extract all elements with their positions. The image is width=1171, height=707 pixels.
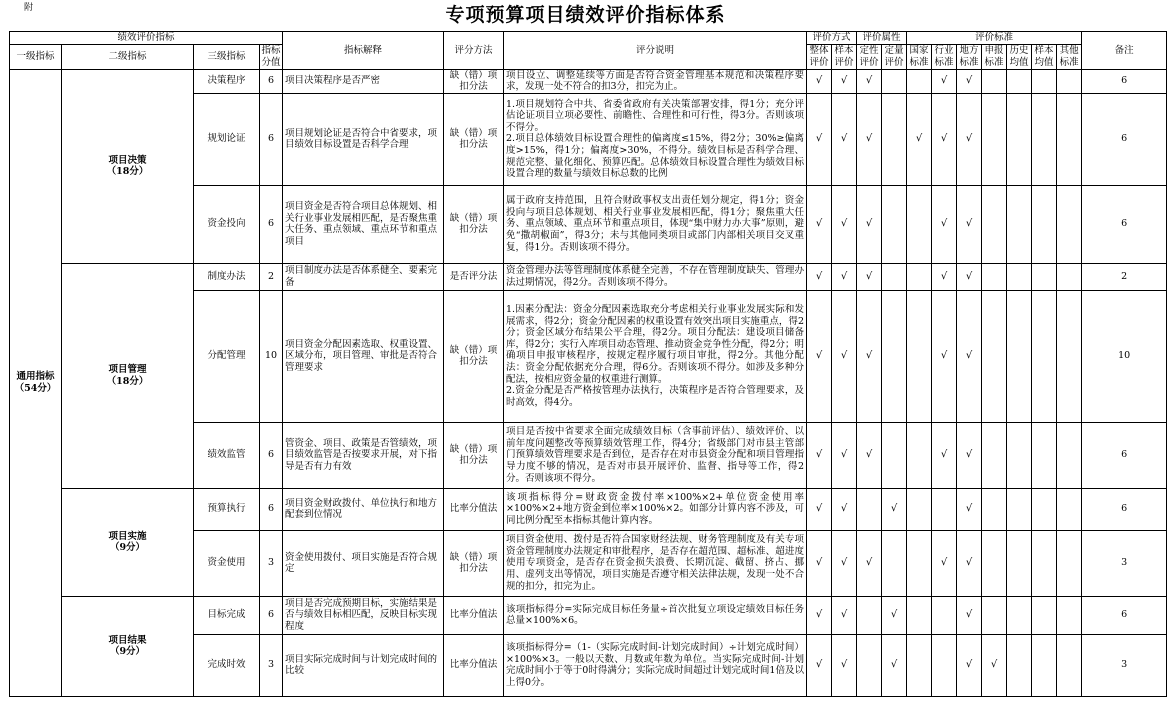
- score-value: 6: [260, 596, 283, 634]
- explanation-text: 项目规划论证是否符合中省要求，项目绩效目标设置是否科学合理: [283, 93, 444, 185]
- check-mark: [982, 93, 1007, 185]
- explanation-text: 管资金、项目、政策是否管绩效，项目绩效监管是否按要求开展，对下指导是否有力有效: [283, 422, 444, 488]
- check-mark: √: [807, 290, 832, 422]
- check-mark: [1007, 185, 1032, 263]
- check-mark: √: [957, 93, 982, 185]
- explanation-text: 项目资金是否符合项目总体规划、相关行业事业发展相匹配，是否聚焦重大任务、重点领域、重点环节和重点项目: [283, 185, 444, 263]
- level3-header: 三级指标: [194, 44, 260, 69]
- description-text: [504, 488, 807, 530]
- method-text: 比率分值法: [444, 634, 504, 696]
- level1-cell: [10, 69, 62, 696]
- check-mark: √: [957, 263, 982, 290]
- method-text: 缺（错）项扣分法: [444, 422, 504, 488]
- table-row: [10, 488, 1167, 530]
- level3-name: 预算执行: [194, 488, 260, 530]
- check-mark: [1032, 634, 1057, 696]
- description-line: 1.因素分配法：资金分配因素选取充分考虑相关行业事业发展实际和发展需求，得2分；资金分配因素的权重设置有效突出项目实施重点，得2分；资金区域分布结果公平合理，得2分。项目分配法：建设项目储备库，得2分；实行入库项目动态管理、推动资金竞争性分配，得2分；明确项目申报审核程序，按规定程序履行项目审批，得2分。其他分配法：资金分配依据充分合理，得6分。否则该项不得分。如涉及多种分配法，按相应资金量的权重进行测算。: [506, 304, 805, 385]
- check-mark: [1032, 185, 1057, 263]
- level2-label: 项目管理: [108, 364, 147, 376]
- check-mark: [1032, 93, 1057, 185]
- whole-eval-header: 整体评价: [807, 44, 832, 69]
- explanation-text: 项目是否完成预期目标，实施结果是否与绩效目标相匹配，反映目标实现程度: [283, 596, 444, 634]
- check-mark: [1057, 422, 1082, 488]
- historical-avg-header: 历史均值: [1007, 44, 1032, 69]
- table-row: [10, 263, 1167, 290]
- check-mark: √: [832, 488, 857, 530]
- check-mark: √: [957, 596, 982, 634]
- description-text: [504, 290, 807, 422]
- check-mark: [982, 185, 1007, 263]
- description-text: [504, 596, 807, 634]
- explanation-text: 项目实际完成时间与计划完成时间的比较: [283, 634, 444, 696]
- check-mark: [907, 290, 932, 422]
- check-mark: [1007, 93, 1032, 185]
- check-mark: √: [857, 93, 882, 185]
- description-line: 2.资金分配是否严格按管理办法执行，决策程序是否符合管理要求，及时高效，得4分。: [506, 385, 805, 408]
- check-mark: √: [832, 290, 857, 422]
- check-mark: √: [882, 634, 907, 696]
- check-mark: √: [857, 290, 882, 422]
- page-title: 专项预算项目绩效评价指标体系: [445, 4, 726, 26]
- description-text: [504, 263, 807, 290]
- check-mark: [932, 634, 957, 696]
- local-std-header: 地方标准: [957, 44, 982, 69]
- check-mark: √: [957, 422, 982, 488]
- check-mark: [1057, 488, 1082, 530]
- score-value: 6: [260, 185, 283, 263]
- check-mark: [1007, 530, 1032, 596]
- check-mark: √: [857, 263, 882, 290]
- description-line: 属于政府支持范围，且符合财政事权支出责任划分规定，得1分；资金投向与项目总体规划、相关行业事业发展相匹配，得1分；聚焦重大任务、重点领域、重点环节和重点项目，体现“集中财力办大事”原则，避免“撒胡椒面”，得3分；未与其他同类项目或部门内部相关项目交叉重复，得1分。否则该项不得分。: [506, 195, 805, 253]
- explanation-text: 资金使用拨付、项目实施是否符合规定: [283, 530, 444, 596]
- check-mark: √: [857, 422, 882, 488]
- score-value: 6: [260, 488, 283, 530]
- check-mark: √: [932, 93, 957, 185]
- level2-label: 项目结果: [108, 634, 147, 646]
- description-line: 项目设立、调整延续等方面是否符合资金管理基本规范和决策程序要求，发现一处不符合的扣3分，扣完为止。: [506, 69, 805, 93]
- description-text: [504, 530, 807, 596]
- method-text: 缺（错）项扣分法: [444, 185, 504, 263]
- check-mark: √: [932, 422, 957, 488]
- check-mark: [982, 263, 1007, 290]
- check-mark: [907, 488, 932, 530]
- check-mark: [982, 290, 1007, 422]
- other-std-header: 其他标准: [1057, 44, 1082, 69]
- check-mark: [907, 596, 932, 634]
- explanation-text: 项目资金财政拨付、单位执行和地方配套到位情况: [283, 488, 444, 530]
- check-mark: √: [807, 422, 832, 488]
- description-line: 该项指标得分=财政资金拨付率×100%×2+单位资金使用率×100%×2+地方资金到位率×100%×2。如部分计算内容不涉及，可同比例分配至本指标其他计算内容。: [506, 491, 805, 526]
- check-mark: √: [807, 69, 832, 93]
- sample-eval-header: 样本评价: [832, 44, 857, 69]
- check-mark: √: [807, 596, 832, 634]
- check-mark: [1007, 634, 1032, 696]
- level2-score: （9分）: [109, 542, 146, 554]
- score-value: 10: [260, 290, 283, 422]
- check-mark: [1057, 530, 1082, 596]
- method-text: 是否评分法: [444, 263, 504, 290]
- check-mark: √: [807, 634, 832, 696]
- score-value: 6: [260, 422, 283, 488]
- check-mark: [1057, 596, 1082, 634]
- declared-std-header: 申报标准: [982, 44, 1007, 69]
- remark-value: 3: [1082, 530, 1167, 596]
- check-mark: [882, 290, 907, 422]
- check-mark: √: [932, 263, 957, 290]
- check-mark: √: [932, 185, 957, 263]
- level2-cell: [62, 263, 194, 488]
- check-mark: √: [882, 488, 907, 530]
- check-mark: [1007, 596, 1032, 634]
- description-line: 项目是否按中省要求全面完成绩效目标（含事前评估）、绩效评价、以前年度问题整改等预算绩效管理工作，得4分；省级部门对市县主管部门预算绩效管理要求是否到位，是否存在对市县资金分配和项目管理指导力度不够的情况，是否对市县开展评价、监督、指导等工作，得2分。否则该项不得分。: [506, 426, 805, 484]
- level3-name: 目标完成: [194, 596, 260, 634]
- check-mark: [907, 69, 932, 93]
- quantitative-header: 定量评价: [882, 44, 907, 69]
- method-header: 评分方法: [444, 32, 504, 70]
- level3-name: 资金使用: [194, 530, 260, 596]
- check-mark: √: [807, 488, 832, 530]
- remark-value: 6: [1082, 488, 1167, 530]
- industry-std-header: 行业标准: [932, 44, 957, 69]
- check-mark: √: [957, 69, 982, 93]
- check-mark: [907, 422, 932, 488]
- check-mark: √: [957, 488, 982, 530]
- level2-label: 项目实施: [108, 530, 147, 542]
- check-mark: [1007, 263, 1032, 290]
- method-text: 缺（错）项扣分法: [444, 69, 504, 93]
- explanation-text: 项目资金分配因素选取、权重设置、区域分布，项目管理、审批是否符合管理要求: [283, 290, 444, 422]
- table-row: [10, 596, 1167, 634]
- explanation-text: 项目制度办法是否体系健全、要素完备: [283, 263, 444, 290]
- level3-name: 绩效监管: [194, 422, 260, 488]
- method-text: 缺（错）项扣分法: [444, 290, 504, 422]
- check-mark: [907, 185, 932, 263]
- check-mark: [1032, 290, 1057, 422]
- check-mark: [1057, 634, 1082, 696]
- check-mark: [907, 530, 932, 596]
- table-row: [10, 69, 1167, 93]
- level2-label: 项目决策: [108, 154, 147, 166]
- remark-value: 6: [1082, 69, 1167, 93]
- remark-value: 3: [1082, 634, 1167, 696]
- check-mark: [882, 422, 907, 488]
- level2-score: （9分）: [109, 646, 146, 658]
- description-line: 1.项目规划符合中共、省委省政府有关决策部署安排，得1分；充分评估论证项目立项必要性、前瞻性、合理性和可行性，得3分。否则该项不得分。: [506, 98, 805, 133]
- method-text: 比率分值法: [444, 596, 504, 634]
- description-text: [504, 93, 807, 185]
- check-mark: [907, 634, 932, 696]
- check-mark: [982, 530, 1007, 596]
- check-mark: √: [857, 530, 882, 596]
- qualitative-header: 定性评价: [857, 44, 882, 69]
- level3-name: 决策程序: [194, 69, 260, 93]
- check-mark: [857, 488, 882, 530]
- score-value: 2: [260, 263, 283, 290]
- check-mark: [1032, 530, 1057, 596]
- remark-value: 10: [1082, 290, 1167, 422]
- check-mark: √: [957, 185, 982, 263]
- description-text: [504, 185, 807, 263]
- explanation-header: 指标解释: [283, 32, 444, 70]
- indicator-table: [9, 31, 1167, 697]
- check-mark: [882, 530, 907, 596]
- level2-cell: [62, 488, 194, 596]
- check-mark: √: [957, 290, 982, 422]
- check-mark: √: [832, 263, 857, 290]
- check-mark: [1007, 69, 1032, 93]
- check-mark: √: [832, 185, 857, 263]
- level2-cell: [62, 69, 194, 263]
- check-mark: √: [932, 69, 957, 93]
- check-mark: [1057, 69, 1082, 93]
- check-mark: [1057, 185, 1082, 263]
- remark-value: 6: [1082, 596, 1167, 634]
- description-line: 该项指标得分=（1-（实际完成时间-计划完成时间）÷计划完成时间）×100%×3。一般以天数、月数或年数为单位。当实际完成时间-计划完成时间小于等于0时得满分；实际完成时间超过计划完成时间1倍及以上得0分。: [506, 642, 805, 688]
- check-mark: [1007, 290, 1032, 422]
- remark-value: 6: [1082, 93, 1167, 185]
- check-mark: √: [832, 422, 857, 488]
- remark-value: 2: [1082, 263, 1167, 290]
- indicator-group-header: 绩效评价指标: [10, 32, 283, 45]
- check-mark: √: [857, 69, 882, 93]
- check-mark: [982, 69, 1007, 93]
- remark-value: 6: [1082, 422, 1167, 488]
- level2-score: （18分）: [106, 166, 149, 178]
- check-mark: [932, 488, 957, 530]
- score-header: 指标分值: [261, 45, 281, 68]
- check-mark: √: [932, 290, 957, 422]
- remark-header: 备注: [1082, 32, 1167, 70]
- level3-name: 制度办法: [194, 263, 260, 290]
- check-mark: √: [832, 93, 857, 185]
- description-line: 该项指标得分=实际完成目标任务量÷首次批复立项设定绩效目标任务总量×100%×6。: [506, 603, 805, 627]
- check-mark: √: [982, 634, 1007, 696]
- description-text: [504, 634, 807, 696]
- check-mark: [1032, 596, 1057, 634]
- explanation-text: 项目决策程序是否严密: [283, 69, 444, 93]
- check-mark: √: [832, 69, 857, 93]
- remark-value: 6: [1082, 185, 1167, 263]
- check-mark: [1007, 488, 1032, 530]
- level1-score: （54分）: [14, 382, 57, 394]
- description-text: [504, 69, 807, 93]
- level3-name: 分配管理: [194, 290, 260, 422]
- level1-header: 一级指标: [10, 44, 62, 69]
- score-value: 6: [260, 69, 283, 93]
- check-mark: [1032, 422, 1057, 488]
- national-std-header: 国家标准: [907, 44, 932, 69]
- attr-group-header: 评价属性: [857, 32, 907, 45]
- description-line: 项目资金使用、拨付是否符合国家财经法规、财务管理制度及有关专项资金管理制度办法规定和审批程序，是否存在超范围、超标准、超进度使用专项资金，是否存在资金损失浪费、长期沉淀、截留、挤占、挪用、虚列支出等情况，项目实施是否遵守相关法律法规，发现一处不合规的扣分，扣完为止。: [506, 534, 805, 592]
- level2-header: 二级指标: [62, 44, 194, 69]
- check-mark: [1057, 93, 1082, 185]
- description-header: 评分说明: [504, 32, 807, 70]
- description-line: 2.项目总体绩效目标设置合理性的偏离度≤15%，得2分；30%≥偏离度>15%，得1分；偏离度>30%，不得分。绩效目标是否科学合理、规范完整、量化细化、预算匹配。总体绩效目标设置合理性为绩效目标设置合理的数量与绩效目标总数的比例: [506, 133, 805, 180]
- check-mark: √: [832, 596, 857, 634]
- check-mark: [1032, 69, 1057, 93]
- check-mark: √: [807, 530, 832, 596]
- check-mark: [1057, 263, 1082, 290]
- check-mark: [857, 634, 882, 696]
- check-mark: √: [857, 185, 882, 263]
- score-value: 3: [260, 530, 283, 596]
- attachment-mark: 附: [24, 3, 34, 13]
- check-mark: √: [882, 596, 907, 634]
- description-text: [504, 422, 807, 488]
- check-mark: [882, 263, 907, 290]
- method-text: 比率分值法: [444, 488, 504, 530]
- score-value: 6: [260, 93, 283, 185]
- check-mark: [1007, 422, 1032, 488]
- check-mark: [882, 185, 907, 263]
- check-mark: √: [807, 93, 832, 185]
- check-mark: [1032, 263, 1057, 290]
- check-mark: √: [957, 634, 982, 696]
- eval-method-group-header: 评价方式: [807, 32, 857, 45]
- check-mark: √: [832, 530, 857, 596]
- check-mark: √: [807, 263, 832, 290]
- check-mark: [882, 69, 907, 93]
- check-mark: [882, 93, 907, 185]
- check-mark: √: [957, 530, 982, 596]
- check-mark: [982, 596, 1007, 634]
- check-mark: [932, 596, 957, 634]
- std-group-header: 评价标准: [907, 32, 1082, 45]
- level2-cell: [62, 596, 194, 696]
- check-mark: √: [807, 185, 832, 263]
- level3-name: 资金投向: [194, 185, 260, 263]
- check-mark: [857, 596, 882, 634]
- check-mark: √: [832, 634, 857, 696]
- level1-label: 通用指标: [16, 371, 55, 382]
- description-line: 资金管理办法等管理制度体系健全完善，不存在管理制度缺失、管理办法过期情况，得2分。否则该项不得分。: [506, 265, 805, 288]
- check-mark: [982, 422, 1007, 488]
- sample-avg-header: 样本均值: [1032, 44, 1057, 69]
- level3-name: 完成时效: [194, 634, 260, 696]
- check-mark: √: [932, 530, 957, 596]
- check-mark: [982, 488, 1007, 530]
- check-mark: [1032, 488, 1057, 530]
- check-mark: [1057, 290, 1082, 422]
- check-mark: [907, 263, 932, 290]
- score-value: 3: [260, 634, 283, 696]
- method-text: 缺（错）项扣分法: [444, 530, 504, 596]
- method-text: 缺（错）项扣分法: [444, 93, 504, 185]
- check-mark: √: [907, 93, 932, 185]
- level3-name: 规划论证: [194, 93, 260, 185]
- level2-score: （18分）: [106, 375, 149, 387]
